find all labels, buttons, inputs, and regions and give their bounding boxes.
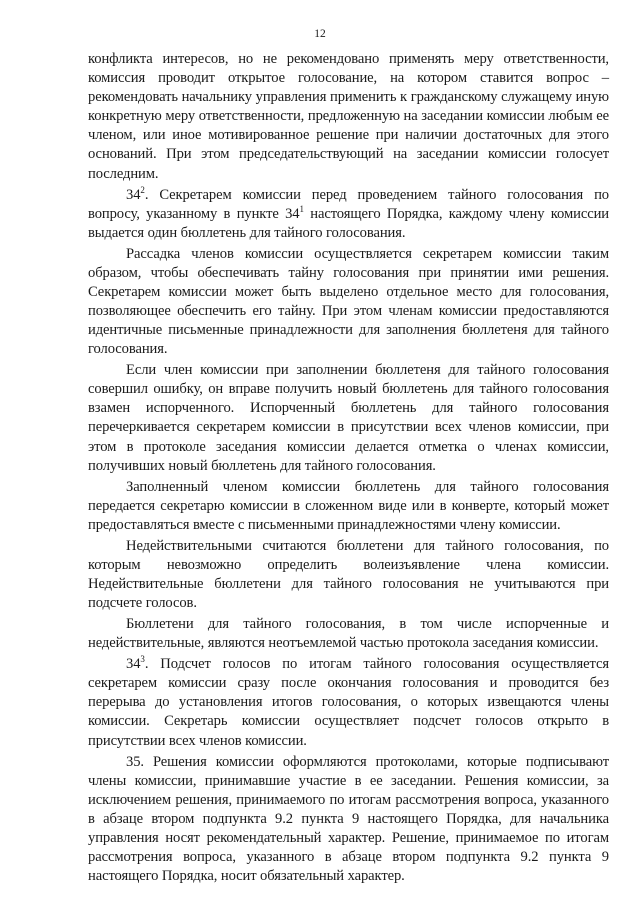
paragraph-p9 bbox=[88, 753, 609, 887]
paragraph-p2 bbox=[88, 186, 609, 243]
paragraph-text: 34 bbox=[126, 186, 141, 203]
paragraph-text: настоящего Порядка, каждому члену комиссии выдается один бюллетень для тайного голосования. bbox=[88, 205, 609, 241]
paragraph-text: Недействительными считаются бюллетени для тайного голосования, по которым невозможно определить волеизъявление члена комиссии. Недействительные бюллетени для тайного голосования не учитываются при подсчете голосов. bbox=[88, 537, 609, 612]
paragraph-text: конфликта интересов, но не рекомендовано применять меру ответственности, комиссия проводит открытое голосование, на котором ставится вопрос – рекомендовать начальнику управления применить к гражданскому служащему иную конкретную меру ответственности, предложенную на заседании комиссии любым ее членом, или иное мотивированное решение при наличии достаточных для этого оснований. При этом председательствующий на заседании комиссии голосует последним. bbox=[88, 51, 609, 182]
superscript-index: 2 bbox=[140, 184, 145, 195]
paragraph-p6 bbox=[88, 537, 609, 613]
paragraph-p4 bbox=[88, 361, 609, 476]
paragraph-text: Бюллетени для тайного голосования, в том числе испорченные и недействительные, являются неотъемлемой частью протокола заседания комиссии. bbox=[88, 616, 609, 652]
paragraph-p3 bbox=[88, 245, 609, 360]
paragraph-text: . Секретарем комиссии перед проведением тайного голосования по вопросу, указанному в пункте 34 bbox=[88, 186, 609, 222]
paragraph-p5 bbox=[88, 478, 609, 535]
superscript-index: 1 bbox=[299, 203, 304, 214]
paragraph-p1 bbox=[88, 50, 609, 184]
paragraph-text: 34 bbox=[126, 656, 141, 673]
paragraph-text: Заполненный членом комиссии бюллетень для тайного голосования передается секретарю комиссии в сложенном виде или в конверте, который может предоставляться вместе с письменными принадлежностями члену комиссии. bbox=[88, 478, 609, 533]
paragraph-text: Если член комиссии при заполнении бюллетеня для тайного голосования совершил ошибку, он вправе получить новый бюллетень для тайного голосования взамен испорченного. Испорченный бюллетень для тайного голосования перечеркивается секретарем комиссии в присутствии всех членов комиссии, при этом в протоколе заседания комиссии делается отметка о членах комиссии, получивших новый бюллетень для тайного голосования. bbox=[88, 362, 609, 474]
paragraph-text: 35. Решения комиссии оформляются протоколами, которые подписывают члены комиссии, принимавшие участие в ее заседании. Решения комиссии, за исключением решения, принимаемого по итогам рассмотрения вопроса, указанного в абзаце втором подпункта 9.2 пункта 9 настоящего Порядка, для начальника управления носят рекомендательный характер. Решение, принимаемое по итогам рассмотрения вопроса, указанного в абзаце втором подпункта 9.2 пункта 9 настоящего Порядка, носит обязательный характер. bbox=[88, 753, 609, 885]
paragraph-p8 bbox=[88, 655, 609, 750]
document-body bbox=[88, 50, 609, 888]
paragraph-text: . Подсчет голосов по итогам тайного голосования осуществляется секретарем комиссии сразу после окончания голосования и проводится без перерыва до установления итогов голосования, о которых извещаются члены комиссии. Секретарь комиссии осуществляет подсчет голосов открыто в присутствии всех членов комиссии. bbox=[88, 656, 609, 749]
paragraph-p7 bbox=[88, 615, 609, 653]
paragraph-text: Рассадка членов комиссии осуществляется секретарем комиссии таким образом, чтобы обеспечивать тайну голосования при принятии ими решения. Секретарем комиссии может быть выделено отдельное место для голосования, позволяющее обеспечить его тайну. При этом членам комиссии предоставляются идентичные письменные принадлежности для заполнения бюллетеня для тайного голосования. bbox=[88, 245, 609, 358]
page-number: 12 bbox=[314, 28, 326, 40]
superscript-index: 3 bbox=[140, 654, 145, 665]
